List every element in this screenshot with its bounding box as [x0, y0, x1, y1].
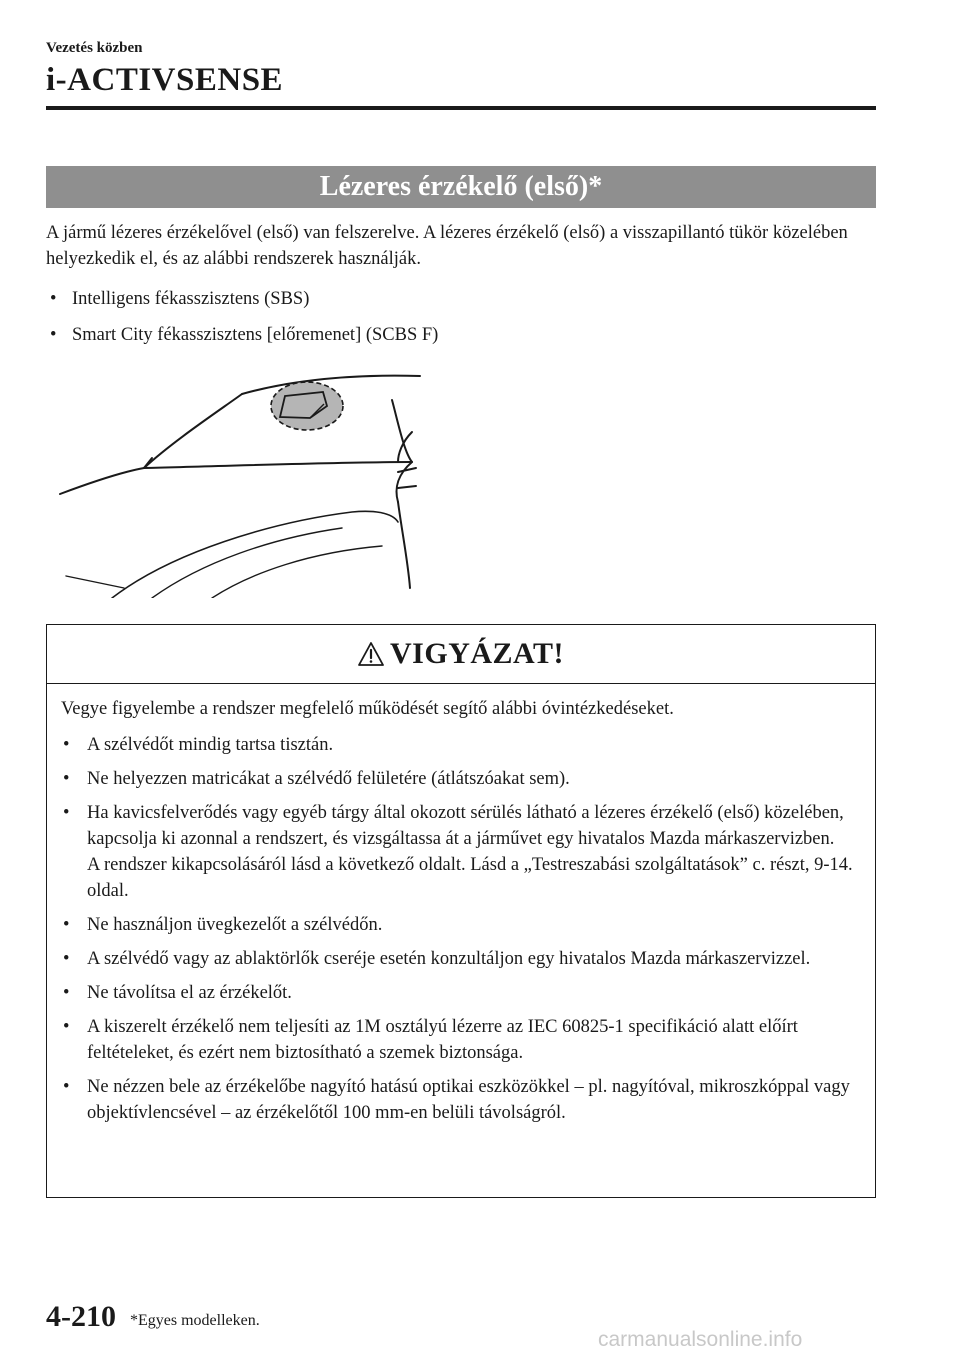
list-item-text: Ha kavicsfelverődés vagy egyéb tárgy által okozott sérülés látható a lézeres érzékelő (első) közelében, kapcsolja ki azonnal a rendszert, és vizsgáltassa át a járművet egy hivatalos Mazda márkaszervizben.: [87, 803, 844, 849]
windshield-edge: [144, 394, 242, 468]
warning-triangle-icon: [358, 641, 384, 667]
list-item-text: Ne nézzen bele az érzékelőbe nagyító hatású optikai eszközökkel – pl. nagyítóval, mikroszkóppal vagy objektívlencsével – az érzékelőtől 100 mm-en belüli távolságról.: [87, 1077, 850, 1123]
bullet-icon: •: [63, 915, 70, 935]
bullet-icon: •: [63, 1017, 70, 1037]
list-item: [61, 1074, 861, 1126]
header-divider: [46, 106, 876, 110]
list-item-text: Smart City fékasszisztens [előremenet] (SCBS F): [72, 325, 439, 345]
footnote: *Egyes modelleken.: [130, 1312, 260, 1329]
system-list: [46, 286, 876, 358]
bullet-icon: •: [50, 289, 57, 309]
list-item-text: Ne helyezzen matricákat a szélvédő felületére (átlátszóakat sem).: [87, 769, 570, 789]
list-item-text: A szélvédő vagy az ablaktörlők cseréje esetén konzultáljon egy hivatalos Mazda márkaszervizzel.: [87, 949, 811, 969]
bullet-icon: •: [63, 803, 70, 823]
warning-list: [61, 732, 861, 1126]
bullet-icon: •: [63, 1077, 70, 1097]
warning-body: [47, 684, 875, 1126]
list-item-text: Ne használjon üvegkezelőt a szélvédőn.: [87, 915, 383, 935]
list-item: [46, 322, 876, 348]
list-item: [61, 766, 861, 792]
page-number: 4-210: [46, 1300, 116, 1333]
bullet-icon: •: [63, 949, 70, 969]
bullet-icon: •: [63, 769, 70, 789]
chapter-title: i-ACTIVSENSE: [46, 62, 284, 98]
list-item: [61, 1014, 861, 1066]
list-item-text: Intelligens fékasszisztens (SBS): [72, 289, 310, 309]
list-item: [46, 286, 876, 312]
bullet-icon: •: [50, 325, 57, 345]
list-item: [61, 800, 861, 904]
list-item-text: A kiszerelt érzékelő nem teljesíti az 1M osztályú lézerre az IEC 60825-1 specifikáció alatt előírt feltételeket, és ezért nem biztosítható a szemek biztonsága.: [87, 1017, 798, 1063]
list-item: [61, 732, 861, 758]
warning-title: VIGYÁZAT!: [390, 637, 564, 670]
list-item-note: A rendszer kikapcsolásáról lásd a következő oldalt. Lásd a „Testreszabási szolgáltatások” c. részt, 9-14. oldal.: [87, 855, 853, 901]
bullet-icon: •: [63, 983, 70, 1003]
hood-line: [60, 462, 412, 494]
bullet-icon: •: [63, 735, 70, 755]
list-item-text: Ne távolítsa el az érzékelőt.: [87, 983, 292, 1003]
warning-header: [47, 625, 875, 684]
list-item: [61, 980, 861, 1006]
watermark: carmanualsonline.info: [598, 1328, 803, 1351]
warning-box: [46, 624, 876, 1198]
breadcrumb: Vezetés közben: [46, 40, 143, 56]
section-title: Lézeres érzékelő (első)*: [46, 166, 876, 208]
list-item: [61, 912, 861, 938]
warning-intro: Vegye figyelembe a rendszer megfelelő működését segítő alábbi óvintézkedéseket.: [61, 699, 674, 719]
list-item-text: A szélvédőt mindig tartsa tisztán.: [87, 735, 334, 755]
section-intro: A jármű lézeres érzékelővel (első) van felszerelve. A lézeres érzékelő (első) a visszapillantó tükör közelében helyezkedik el, és az alábbi rendszerek használják.: [46, 223, 848, 269]
a-pillar: [392, 400, 412, 462]
list-item: [61, 946, 861, 972]
windshield-sensor-illustration: [52, 362, 424, 598]
